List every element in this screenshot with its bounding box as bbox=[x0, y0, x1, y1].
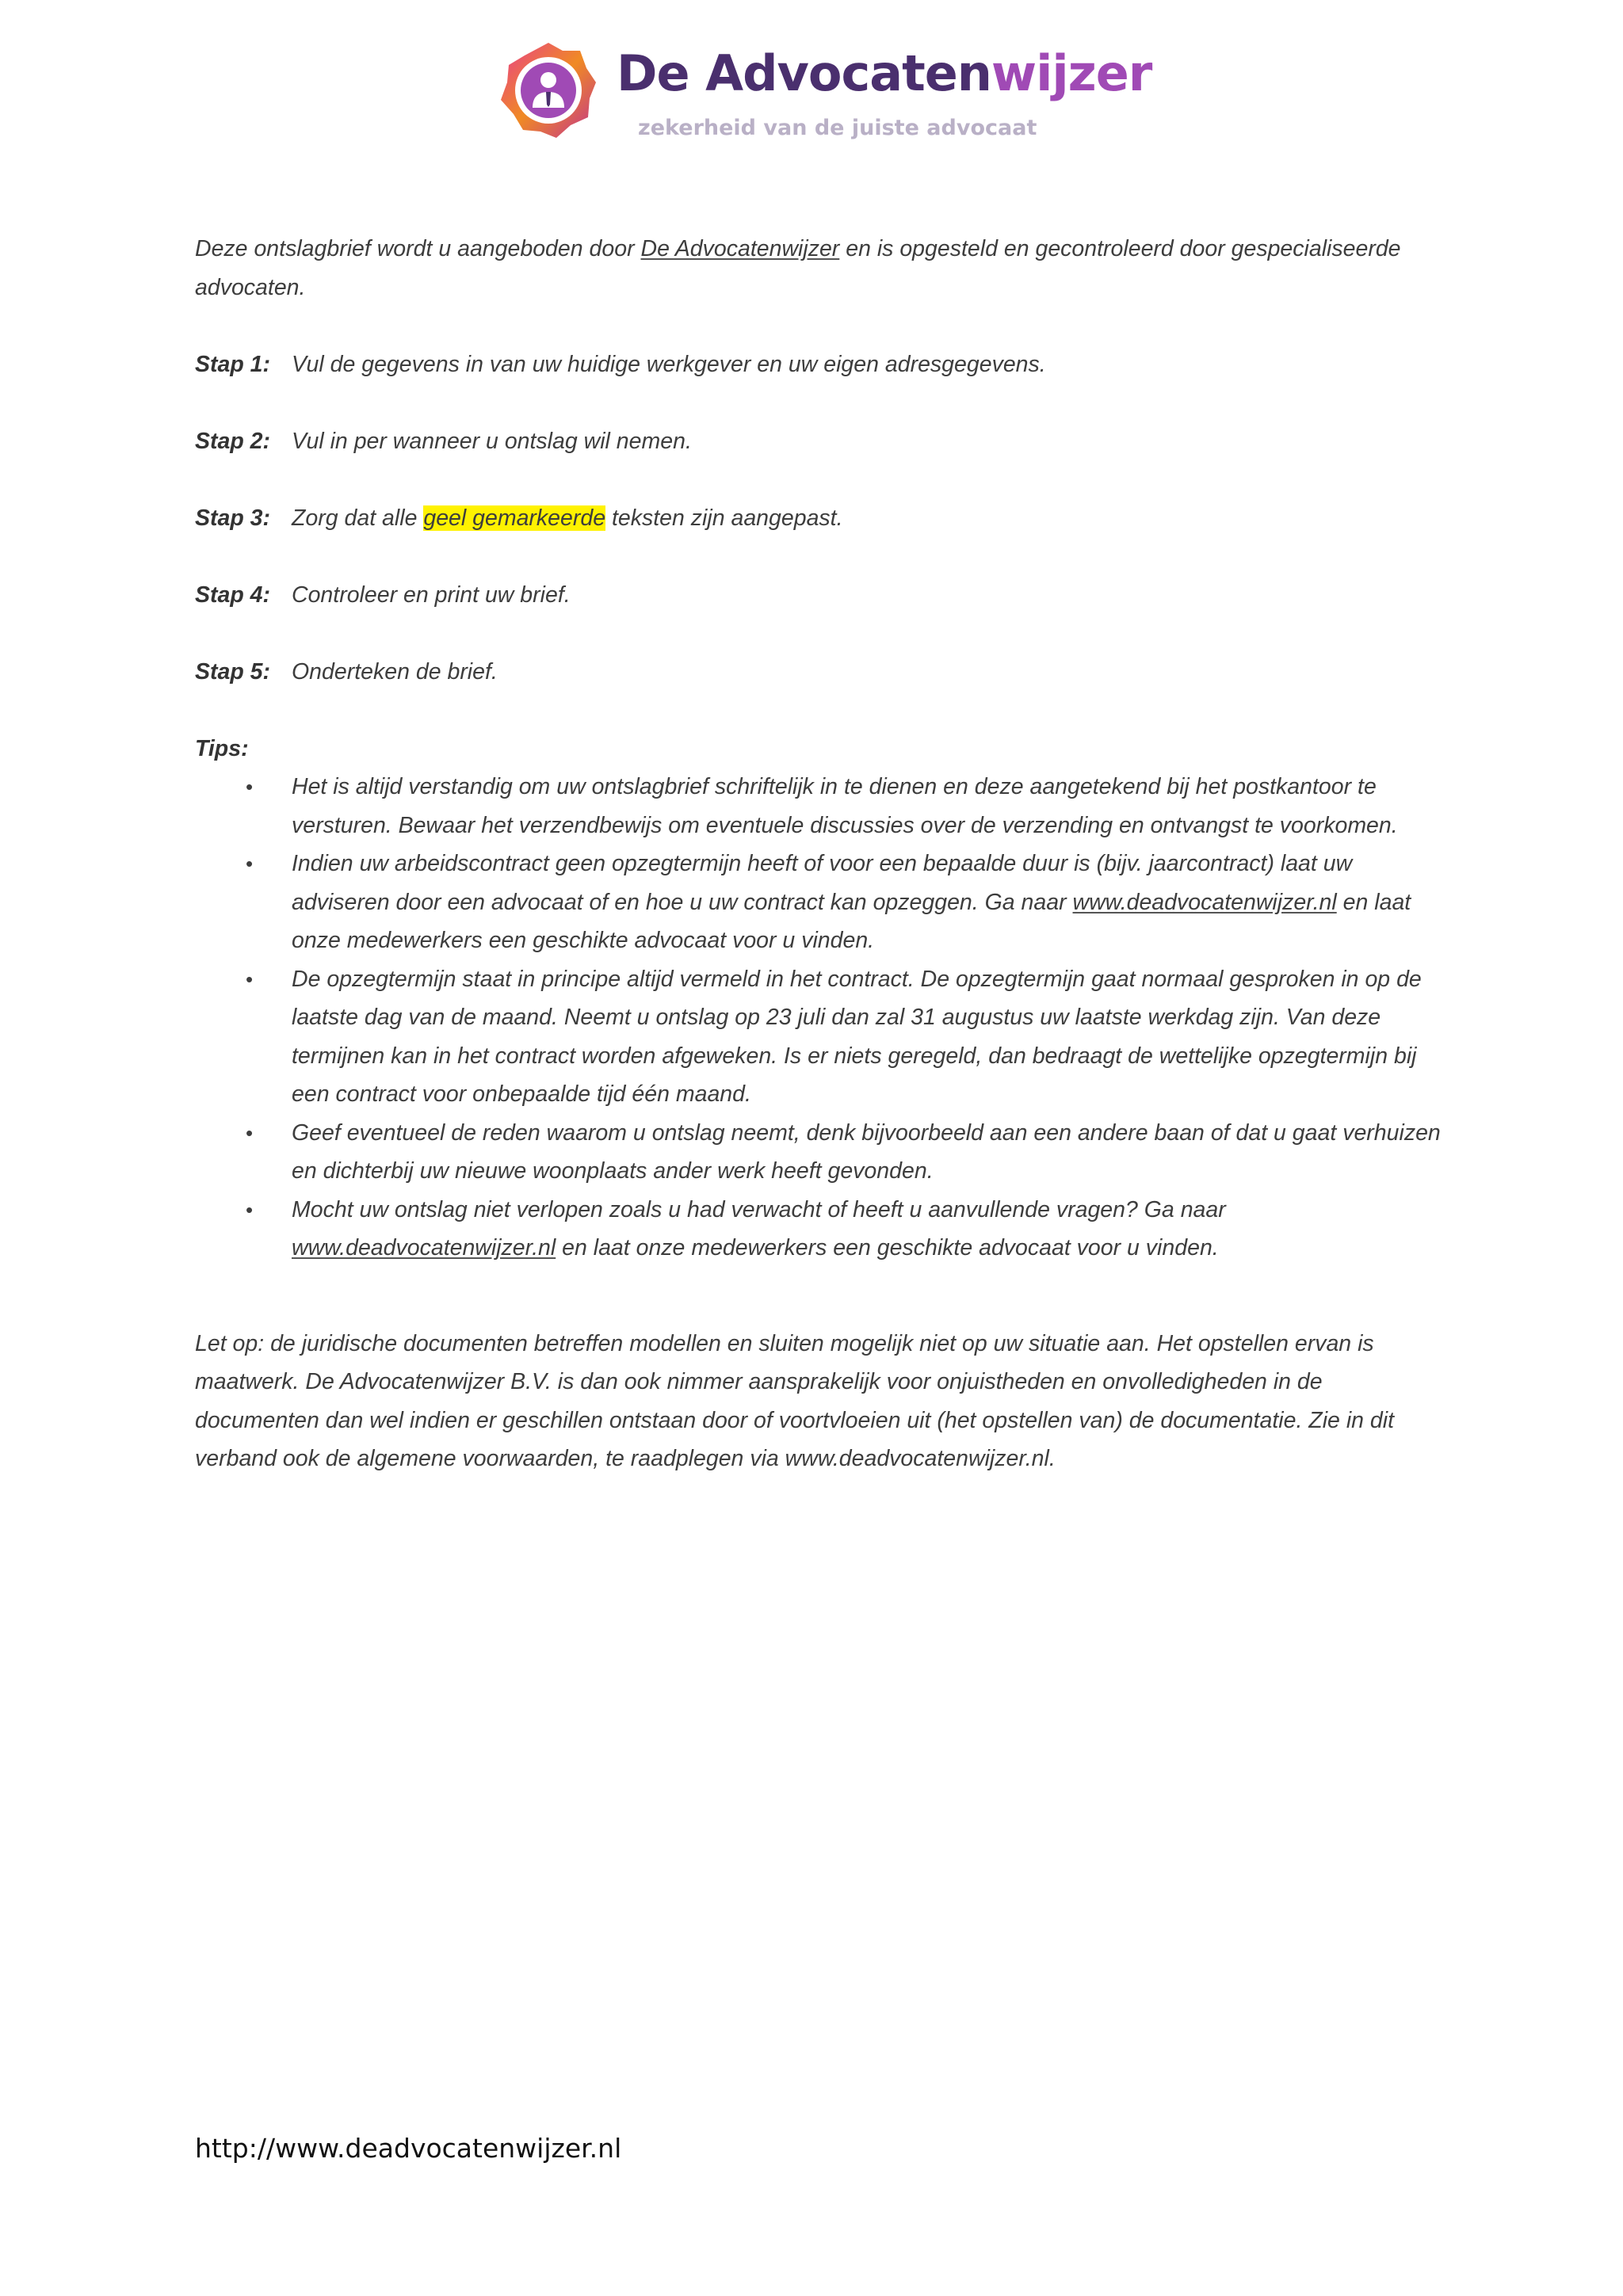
intro-brand-link[interactable]: De Advocatenwijzer bbox=[640, 236, 840, 261]
step-text: Vul de gegevens in van uw huidige werkgever en uw eigen adresgegevens. bbox=[292, 351, 1046, 377]
step-text-start: Zorg dat alle bbox=[292, 505, 424, 531]
step-item bbox=[195, 345, 1447, 384]
tip-text: De opzegtermijn staat in principe altijd vermeld in het contract. De opzegtermijn gaat normaal gesproken in op de laatste dag van de maand. Neemt u ontslag op 23 juli dan zal 31 augustus uw laatste werkdag zijn. Van deze termijnen kan in het contract worden afgeweken. Is er niets geregeld, dan bedraagt de wettelijke opzegtermijn bij een contract voor onbepaalde tijd één maand. bbox=[292, 966, 1422, 1107]
step-text: Controleer en print uw brief. bbox=[292, 582, 571, 608]
website-link[interactable]: www.deadvocatenwijzer.nl bbox=[292, 1235, 556, 1261]
step-label: Stap 5: bbox=[195, 658, 271, 685]
intro-text-end: en is opgesteld en gecontroleerd door gespecialiseerde advocaten. bbox=[195, 236, 1401, 300]
tip-text bbox=[292, 851, 1411, 953]
tip-item bbox=[195, 960, 1447, 1114]
bullet-icon: • bbox=[246, 967, 254, 991]
step-text-end: teksten zijn aangepast. bbox=[605, 505, 843, 531]
lawyer-person-icon bbox=[499, 41, 598, 139]
bullet-icon: • bbox=[246, 1120, 254, 1145]
tip-text: Geef eventueel de reden waarom u ontslag neemt, denk bijvoorbeeld aan een andere baan of dat u gaat verhuizen en dichterbij uw nieuwe woonplaats ander werk heeft gevonden. bbox=[292, 1119, 1441, 1184]
bullet-icon: • bbox=[246, 1197, 254, 1222]
highlighted-text: geel gemarkeerde bbox=[423, 505, 606, 531]
footer-url[interactable]: http://www.deadvocatenwijzer.nl bbox=[195, 2133, 622, 2164]
step-label: Stap 3: bbox=[195, 505, 271, 531]
website-link[interactable]: www.deadvocatenwijzer.nl bbox=[1072, 889, 1337, 915]
tip-text bbox=[292, 1197, 1226, 1261]
bullet-icon: • bbox=[246, 852, 254, 875]
step-item bbox=[195, 499, 1447, 538]
tip-item bbox=[195, 768, 1447, 845]
step-label: Stap 2: bbox=[195, 428, 271, 454]
bullet-icon: • bbox=[246, 775, 254, 799]
document-body bbox=[195, 230, 1447, 1478]
tip-text-start: Mocht uw ontslag niet verlopen zoals u had verwacht of heeft u aanvullende vragen? Ga naar bbox=[292, 1196, 1226, 1222]
brand-tagline: zekerheid van de juiste advocaat bbox=[638, 116, 1037, 140]
tip-text-end: en laat onze medewerkers een geschikte advocaat voor u vinden. bbox=[556, 1235, 1219, 1261]
step-label: Stap 1: bbox=[195, 351, 271, 377]
tip-text-start: Indien uw arbeidscontract geen opzegtermijn heeft of voor een bepaalde duur is (bijv. jaarcontract) laat uw adviseren door een advocaat of en hoe u uw contract kan opzeggen. Ga naar bbox=[292, 851, 1353, 915]
tip-item bbox=[195, 845, 1447, 960]
step-text: Vul in per wanneer u ontslag wil nemen. bbox=[292, 428, 692, 454]
tip-text-end: en laat onze medewerkers een geschikte advocaat voor u vinden. bbox=[292, 889, 1411, 953]
brand-name-part1: De Advocaten bbox=[617, 44, 991, 102]
step-text bbox=[292, 499, 843, 538]
tips-heading: Tips: bbox=[195, 735, 249, 761]
brand-logo[interactable] bbox=[499, 41, 1157, 152]
tip-item bbox=[195, 1191, 1447, 1268]
steps-list bbox=[195, 345, 1447, 692]
brand-name bbox=[617, 44, 1152, 102]
brand-name-part2: wijzer bbox=[991, 44, 1152, 102]
disclaimer-paragraph: Let op: de juridische documenten betreffen modellen en sluiten mogelijk niet op uw situatie aan. Het opstellen ervan is maatwerk. De Advocatenwijzer B.V. is dan ook nimmer aansprakelijk voor onjuistheden en onvolledigheden in de documenten dan wel indien er geschillen ontstaan door of voortvloeien uit (het opstellen van) de documentatie. Zie in dit verband ook de algemene voorwaarden, te raadplegen via www.deadvocatenwijzer.nl. bbox=[195, 1330, 1395, 1471]
step-item bbox=[195, 422, 1447, 461]
step-item bbox=[195, 653, 1447, 692]
step-label: Stap 4: bbox=[195, 582, 271, 608]
intro-text-start: Deze ontslagbrief wordt u aangeboden door bbox=[195, 236, 641, 261]
tips-list bbox=[195, 768, 1447, 1268]
step-text: Onderteken de brief. bbox=[292, 658, 498, 685]
tip-item bbox=[195, 1114, 1447, 1191]
intro-paragraph bbox=[195, 230, 1447, 307]
step-item bbox=[195, 576, 1447, 615]
tip-text: Het is altijd verstandig om uw ontslagbrief schriftelijk in te dienen en deze aangetekend bij het postkantoor te versturen. Bewaar het verzendbewijs om eventuele discussies over de verzending en ontvangst te voorkomen. bbox=[292, 774, 1398, 838]
